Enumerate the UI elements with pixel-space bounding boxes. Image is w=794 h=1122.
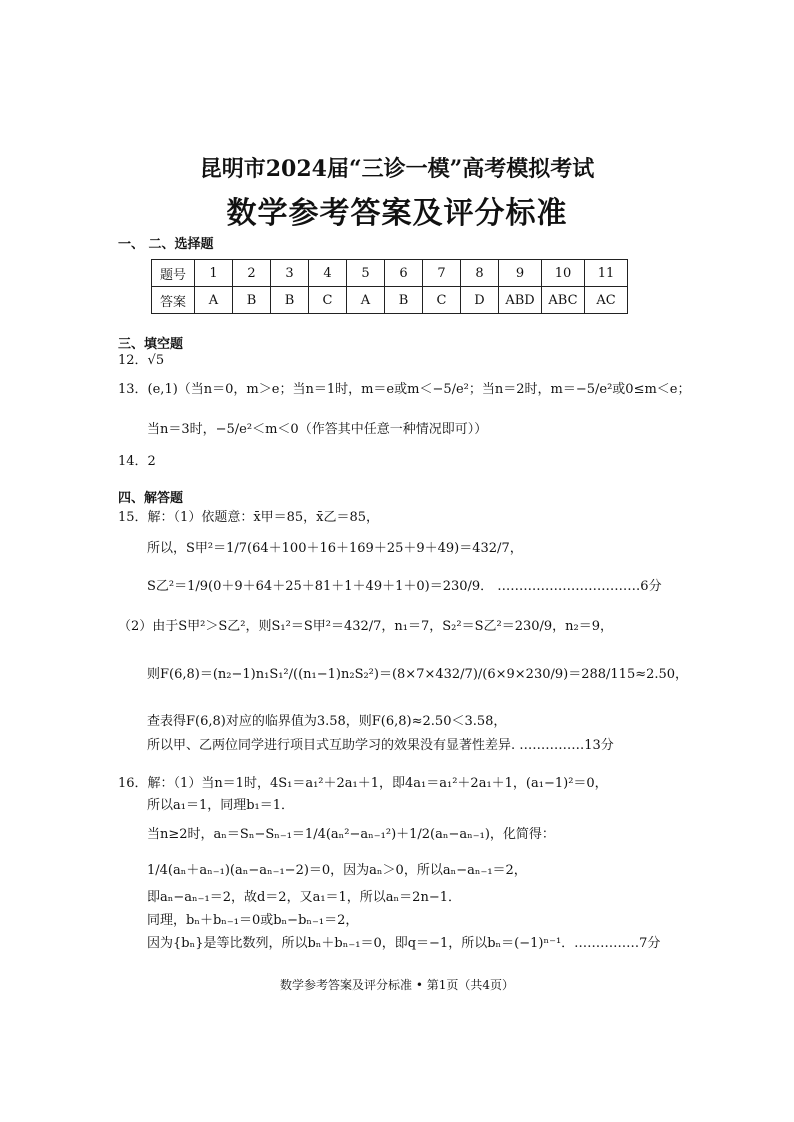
solution-15-line: S乙²＝1/9(0＋9＋64＋25＋81＋1＋49＋1＋0)＝230/9． ……………………………6分 bbox=[147, 579, 662, 594]
table-cell: 7 bbox=[423, 260, 461, 287]
table-cell: B bbox=[385, 287, 423, 314]
solution-16-line: 因为{bₙ}是等比数列，所以bₙ＋bₙ₋₁＝0，即q＝−1，所以bₙ＝(−1)ⁿ⁻¹．……………7分 bbox=[147, 936, 661, 951]
solution-16-line: 即aₙ−aₙ₋₁＝2，故d＝2，又a₁＝1，所以aₙ＝2n−1． bbox=[147, 890, 461, 905]
answer-13-line2: 当n＝3时，−5/e²＜m＜0（作答其中任意一种情况即可）） bbox=[147, 422, 488, 437]
page-footer: 数学参考答案及评分标准 • 第1页（共4页） bbox=[280, 978, 514, 992]
table-cell: 11 bbox=[585, 260, 628, 287]
table-cell: ABC bbox=[542, 287, 585, 314]
solution-16-line: 同理，bₙ＋bₙ₋₁＝0或bₙ−bₙ₋₁＝2， bbox=[147, 913, 359, 928]
table-cell: B bbox=[271, 287, 309, 314]
solution-15-line: 所以甲、乙两位同学进行项目式互助学习的效果没有显著性差异. ……………13分 bbox=[147, 738, 614, 753]
answer-14: 14．2 bbox=[118, 454, 156, 469]
table-cell: 8 bbox=[461, 260, 499, 287]
answer-12: 12．√5 bbox=[118, 353, 165, 368]
solution-16-line: 1/4(aₙ＋aₙ₋₁)(aₙ−aₙ₋₁−2)＝0，因为aₙ＞0，所以aₙ−aₙ₋₁＝2， bbox=[147, 863, 527, 878]
table-cell: 6 bbox=[385, 260, 423, 287]
answer-13-line1: 13．(e,1)（当n＝0，m＞e；当n＝1时，m＝e或m＜−5/e²；当n＝2时，m＝−5/e²或0≤m＜e； bbox=[118, 382, 691, 397]
table-cell: 9 bbox=[499, 260, 542, 287]
table-cell: A bbox=[195, 287, 233, 314]
section-heading-choice: 一、 二、选择题 bbox=[118, 237, 214, 252]
document-title: 数学参考答案及评分标准 bbox=[226, 196, 568, 231]
table-cell: 题号 bbox=[152, 260, 195, 287]
table-cell: C bbox=[309, 287, 347, 314]
exam-title: 昆明市2024届“三诊一模”高考模拟考试 bbox=[199, 156, 595, 182]
solution-16-line: 当n≥2时，aₙ＝Sₙ−Sₙ₋₁＝1/4(aₙ²−aₙ₋₁²)＋1/2(aₙ−aₙ₋₁)，化简得： bbox=[147, 827, 555, 842]
table-cell: AC bbox=[585, 287, 628, 314]
solution-15-line: 则F(6,8)＝(n₂−1)n₁S₁²/((n₁−1)n₂S₂²)＝(8×7×432/7)/(6×9×230/9)＝288/115≈2.50， bbox=[147, 667, 689, 682]
table-row bbox=[152, 260, 628, 287]
table-cell: A bbox=[347, 287, 385, 314]
answer-table bbox=[151, 259, 628, 314]
solution-15-line: （2）由于S甲²＞S乙²，则S₁²＝S甲²＝432/7，n₁＝7，S₂²＝S乙²＝230/9，n₂＝9， bbox=[118, 619, 614, 634]
table-cell: C bbox=[423, 287, 461, 314]
table-cell: B bbox=[233, 287, 271, 314]
section-heading-fill: 三、填空题 bbox=[118, 337, 184, 352]
solution-15-line: 所以，S甲²＝1/7(64＋100＋16＋169＋25＋9＋49)＝432/7， bbox=[147, 541, 523, 556]
table-cell: 3 bbox=[271, 260, 309, 287]
table-cell: 1 bbox=[195, 260, 233, 287]
table-cell: 2 bbox=[233, 260, 271, 287]
table-cell: D bbox=[461, 287, 499, 314]
table-cell: 4 bbox=[309, 260, 347, 287]
table-cell: ABD bbox=[499, 287, 542, 314]
table-cell: 10 bbox=[542, 260, 585, 287]
solution-15-line: 15．解：（1）依题意：x̄甲＝85，x̄乙＝85， bbox=[118, 510, 380, 525]
table-row bbox=[152, 287, 628, 314]
solution-15-line: 查表得F(6,8)对应的临界值为3.58，则F(6,8)≈2.50＜3.58， bbox=[147, 714, 507, 729]
table-cell: 5 bbox=[347, 260, 385, 287]
section-heading-solve: 四、解答题 bbox=[118, 491, 184, 506]
solution-16-line: 16．解：（1）当n＝1时，4S₁＝a₁²＋2a₁＋1，即4a₁＝a₁²＋2a₁＋1，(a₁−1)²＝0， bbox=[118, 776, 608, 791]
solution-16-line: 所以a₁＝1，同理b₁＝1． bbox=[147, 798, 295, 813]
table-cell: 答案 bbox=[152, 287, 195, 314]
